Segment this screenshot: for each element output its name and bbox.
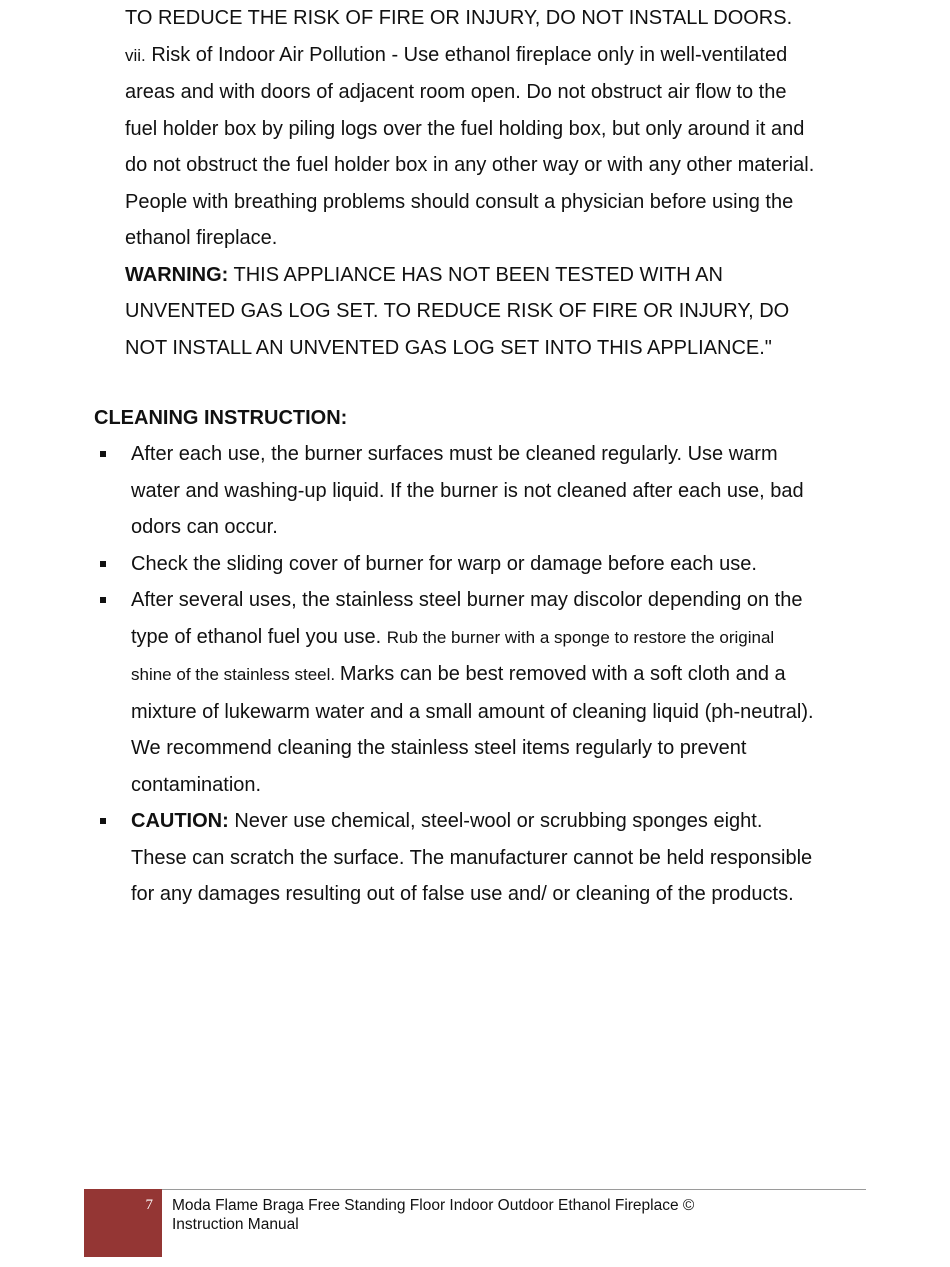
square-bullet-icon (100, 561, 106, 567)
warning-label: WARNING: (125, 263, 229, 286)
cleaning-list (94, 436, 874, 913)
footer-title (172, 1196, 694, 1234)
list-item: After several uses, the stainless steel burner may discolor depending on the type of ethanol fuel you use. Rub the burner with a sponge to restore the original shine of the stainless steel. Marks can be best removed with a soft cloth and a mixture of lukewarm water and a small amount of cleaning liquid (ph-neutral). We recommend cleaning the stainless steel items regularly to prevent contamination. (94, 582, 874, 803)
square-bullet-icon (100, 818, 106, 824)
item-vii-line-3: fuel holder box by piling logs over the fuel holding box, but only around it and (125, 117, 805, 140)
footer-line-2: Instruction Manual (172, 1216, 299, 1233)
footer-divider (84, 1189, 866, 1190)
warning-line-2: UNVENTED GAS LOG SET. TO REDUCE RISK OF FIRE OR INJURY, DO (125, 300, 790, 322)
item-vii-line-4: do not obstruct the fuel holder box in any other way or with any other material. (125, 154, 815, 176)
page-number: 7 (145, 1197, 153, 1213)
item-vii-line-5: People with breathing problems should consult a physician before using the (125, 190, 794, 213)
caution-label: CAUTION: (131, 810, 229, 832)
safety-continuation (125, 0, 865, 366)
warning-line-3: NOT INSTALL AN UNVENTED GAS LOG SET INTO THIS APPLIANCE." (125, 336, 772, 359)
footer-line-1: Moda Flame Braga Free Standing Floor Indoor Outdoor Ethanol Fireplace © (172, 1197, 695, 1214)
doors-warning-line: TO REDUCE THE RISK OF FIRE OR INJURY, DO NOT INSTALL DOORS. (125, 7, 793, 29)
warning-line-1: WARNING: THIS APPLIANCE HAS NOT BEEN TESTED WITH AN (125, 263, 723, 286)
list-item: Check the sliding cover of burner for warp or damage before each use. (94, 546, 874, 583)
cleaning-heading: CLEANING INSTRUCTION: (94, 407, 348, 429)
page-number-box (84, 1189, 162, 1257)
list-item: CAUTION: Never use chemical, steel-wool or scrubbing sponges eight. These can scratch the surface. The manufacturer cannot be held responsible for any damages resulting out of false use and/ or cleaning of the products. (94, 803, 874, 913)
item-vii-line-2: areas and with doors of adjacent room open. Do not obstruct air flow to the (125, 81, 787, 103)
square-bullet-icon (100, 451, 106, 457)
item-vii-marker: vii. (125, 45, 146, 65)
item-vii-line-6: ethanol fireplace. (125, 227, 278, 249)
item-vii-line-1: vii. Risk of Indoor Air Pollution - Use ethanol fireplace only in well-ventilated (125, 43, 788, 66)
square-bullet-icon (100, 597, 106, 603)
list-item: After each use, the burner surfaces must be cleaned regularly. Use warm water and washing-up liquid. If the burner is not cleaned after each use, bad odors can occur. (94, 436, 874, 546)
